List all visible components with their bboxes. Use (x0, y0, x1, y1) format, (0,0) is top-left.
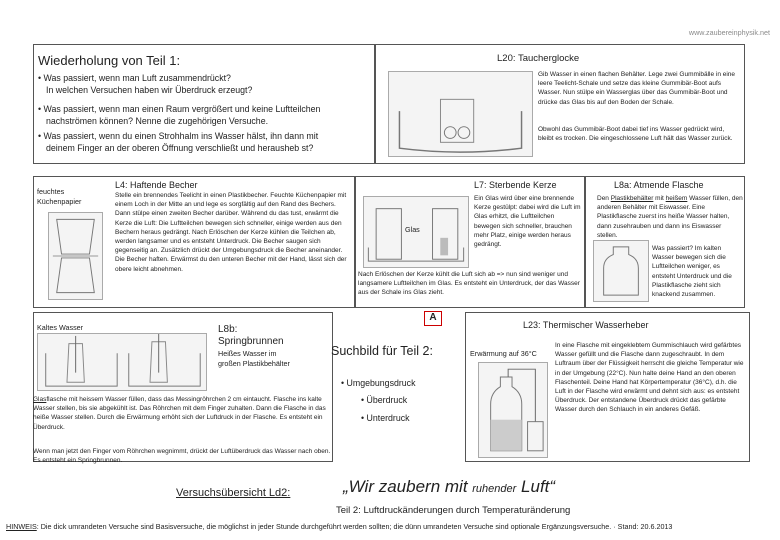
l7-text: Ein Glas wird über eine brennende Kerze gestülpt: dabei wird die Luft im Glas erhitzt, die Luftteilchen bewegen sich schneller, brauchen mehr Platz, einige werden heraus gedrängt. (474, 195, 581, 249)
l8b-sub-1: Heißes Wasser im (218, 349, 277, 358)
search-item-ambient: • Umgebungsdruck (341, 378, 415, 389)
l8b-title-1: L8b: (218, 324, 238, 335)
subtitle: Teil 2: Luftdruckänderungen durch Temperaturänderung (336, 505, 571, 516)
l4-illustration (48, 212, 103, 300)
review-question-1: • Was passiert, wenn man Luft zusammendrückt? (38, 73, 231, 83)
l7-result: Nach Erlöschen der Kerze kühlt die Luft sich ab => nun sind weniger und langsamere Luftteilchen im Glas. Es entsteht ein Unterdruck, der das Wasser aus der Schale ins Glas zieht. (358, 271, 580, 297)
l8b-illustration (37, 333, 207, 391)
l23-illustration (478, 362, 548, 458)
search-badge: A (424, 311, 442, 326)
review-question-2b: nachströmen können? Nenne die zugehörigen Versuche. (46, 116, 269, 126)
l23-label: Erwärmung auf 36°C (470, 349, 537, 358)
l8a-title: L8a: Atmende Flasche (614, 180, 704, 190)
search-item-overpressure: • Überdruck (361, 395, 407, 406)
l8a-result: Was passiert? Im kalten Wasser bewegen sich die Luftteilchen weniger, es entsteht Unterdruck und die Plastikflasche zieht sich knackend zusammen. (652, 245, 732, 299)
l23-title: L23: Thermischer Wasserheber (523, 320, 649, 330)
review-title: Wiederholung von Teil 1: (38, 53, 181, 68)
review-question-3b: deinem Finger an der oberen Öffnung verschließt und herausheb st? (46, 143, 314, 153)
search-title: Suchbild für Teil 2: (331, 344, 433, 358)
l8b-result: Wenn man jetzt den Finger vom Röhrchen wegnimmt, drückt der Luftüberdruck das Wasser nach oben. Es entsteht ein Springbrunnen. (33, 448, 331, 465)
footer-hint: HINWEIS: Die dick umrandeten Versuche sind Basisversuche, die möglichst in jeder Stunde durchgeführt werden sollten; die dünn umrandeten Versuche sind optionale Ergänzungsversuche. · Stand: 20.6.2013 (6, 522, 673, 531)
l4-title: L4: Haftende Becher (115, 180, 198, 190)
l8b-title-2: Springbrunnen (218, 336, 284, 347)
l8a-text: Den Plastikbehälter mit heißem Wasser füllen, den anderen Behälter mit Eiswasser. Eine Plastikflasche zuerst ins heiße Wasser halten, dann zusehrauben und dann ins Eiswasser stellen. (597, 195, 743, 239)
l7-glass-label: Glas (405, 225, 420, 234)
l20-result: Obwohl das Gummibär-Boot dabei tief ins Wasser gedrückt wird, bleibt es trocken. Die eingeschlossene Luft hält das Wasser zurück. (538, 126, 733, 143)
l4-text: Stelle ein brennendes Teelicht in einen Plastikbecher. Feuchte Küchenpapier mit einem Loch in der Mitte an und lege es sorgfältig auf den Rand des Bechers. Dann stülpe einen zweiten Becher darüber. Während du das tust, erwärmt die Kerze die Luft: Die Luftteilchen bewegen sich schneller, einige werden aus den Bechern heraus gedrängt. Nach Erlöschen der Kerze kühlen die Teilchen ab, werden langsamer und es entsteht Unterdruck. Die Becher saugen sich gegenseitig an. Zusätzlich drückt der Umgebungsdruck die Becher aneinander. Die Becher haften. Erwärmst du den unteren Becher mit der Hand, lässt sich der obere leicht abnehmen. (115, 192, 347, 273)
l8b-sub-2: großen Plastikbehälter (218, 359, 290, 368)
slogan: „Wir zaubern mit ruhender Luft“ (343, 477, 556, 496)
l4-label-1: feuchtes (37, 187, 65, 196)
l20-illustration (388, 71, 533, 157)
l8b-text: Glasflasche mit heissem Wasser füllen, dass das Messingröhrchen 2 cm eintaucht. Flasche ins kalte Wasser stellen, bis sie abgekühlt ist. Das Röhrchen mit dem Finger zuhalten. Dann die Flasche in das heiße Wasser stellen. Durch die Erwärmung erhöht sich der Luftdruck in der Flasche. Es entsteht ein Überdruck. (33, 396, 326, 431)
l20-title: L20: Taucherglocke (497, 53, 580, 64)
review-question-1b: In welchen Versuchen haben wir Überdruck erzeugt? (46, 85, 253, 95)
l4-label-2: Küchenpapier (37, 197, 82, 206)
overview-label: Versuchsübersicht Ld2: (176, 487, 291, 499)
review-question-2: • Was passiert, wenn man einen Raum vergrößert und keine Luftteilchen (38, 104, 321, 114)
l20-text: Gib Wasser in einen flachen Behälter. Lege zwei Gummibälle in eine leere Teelicht-Schale und setze das kleine Gummibär-Boot aufs Wasser. Nun stülpe ein Wasserglas über das Gummibär-Boot und drücke das Glas bis auf den Boden der Schale. (538, 71, 736, 106)
search-item-underpressure: • Unterdruck (361, 413, 410, 424)
l8b-cold-water-label: Kaltes Wasser (37, 323, 84, 332)
l8a-illustration (593, 240, 649, 302)
l7-title: L7: Sterbende Kerze (474, 180, 557, 190)
site-url: www.zaubereinphysik.net (688, 28, 770, 37)
review-question-3: • Was passiert, wenn du einen Strohhalm ins Wasser hälst, ihn dann mit (38, 131, 319, 141)
l23-text: In eine Flasche mit eingeklebtem Gummischlauch wird gefärbtes Wasser gefüllt und die Flasche dann zugeschraubt. In dem Luftraum über der Flüssigkeit herrscht die gleiche Temperatur wie in der Umgebung (22°C). Nun halte deine Hand an den oberen Flaschenteil. Deine Hand hat Körpertemperatur (36°C), d.h. die Luft in der Flasche wird erwärmt und dehnt sich aus: es entsteht Überdruck. Der entstandene Überdruck drückt das gefärbte Wasser durch den Schlauch in ein anderes Gefäß. (555, 342, 744, 414)
